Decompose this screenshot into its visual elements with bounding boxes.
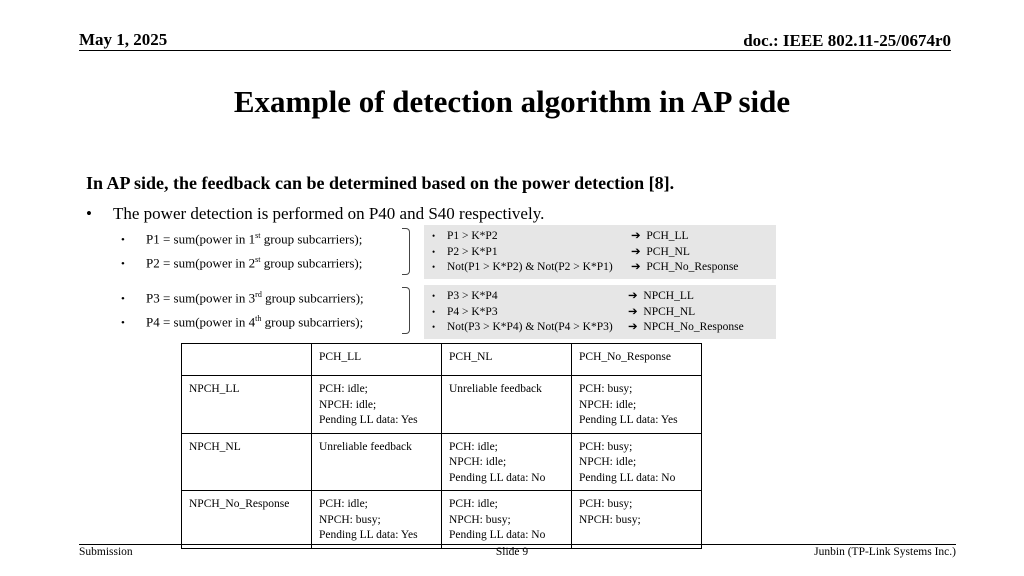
rule-result <box>631 245 690 261</box>
sub-bullet-sup: st <box>255 231 261 240</box>
decision-table <box>181 343 702 549</box>
bullet-dot: • <box>86 204 92 223</box>
rule-result <box>631 260 738 276</box>
rule-result <box>628 320 744 336</box>
npch-rule-row <box>432 305 776 321</box>
rule-condition: P3 > K*P4 <box>447 290 498 302</box>
sub-bullet-p2 <box>121 255 362 271</box>
bullet-dot: • <box>121 317 125 330</box>
header-doc-id: doc.: IEEE 802.11-25/0674r0 <box>743 31 951 50</box>
rule-result-label: NPCH_NL <box>643 305 696 318</box>
rule-condition: Not(P1 > K*P2) & Not(P2 > K*P1) <box>447 261 613 273</box>
rule-result <box>631 229 689 245</box>
sub-bullet-post: group subcarriers); <box>260 231 363 247</box>
sub-bullet-sup: rd <box>255 290 262 299</box>
table-row-label: NPCH_No_Response <box>182 491 312 549</box>
rule-result-label: NPCH_No_Response <box>643 321 744 333</box>
sub-bullet-post: group subcarriers); <box>261 290 364 306</box>
table-cell: PCH: busy; NPCH: idle; Pending LL data: No <box>572 433 702 491</box>
rule-result <box>628 305 695 321</box>
sub-bullet-pre: P4 = sum(power in 4 <box>146 314 256 330</box>
sub-bullet-pre: P2 = sum(power in 2 <box>146 255 256 271</box>
intro-text: In AP side, the feedback can be determined based on the power detection [8]. <box>86 173 675 193</box>
bullet-text: The power detection is performed on P40 and S40 respectively. <box>113 204 545 223</box>
table-cell: PCH: idle; NPCH: busy; Pending LL data: No <box>442 491 572 549</box>
footer-slide-number: Slide 9 <box>495 546 529 558</box>
table-header-cell: PCH_No_Response <box>572 344 702 376</box>
table-row <box>182 433 702 491</box>
rule-result-label: PCH_NL <box>646 245 690 258</box>
bullet-dot: • <box>432 231 436 241</box>
rule-result-label: PCH_No_Response <box>646 261 739 273</box>
table-row-label: NPCH_LL <box>182 376 312 434</box>
bullet-dot: • <box>121 234 125 247</box>
sub-bullet-sup: th <box>255 314 262 323</box>
bullet-dot: • <box>432 291 436 301</box>
rule-condition: Not(P3 > K*P4) & Not(P4 > K*P3) <box>447 321 613 333</box>
table-cell: Unreliable feedback <box>312 433 442 491</box>
npch-rules-box <box>424 285 776 339</box>
arrow-icon: ➔ <box>628 305 638 318</box>
header-date: May 1, 2025 <box>79 30 168 49</box>
table-row <box>182 376 702 434</box>
rule-result-label: NPCH_LL <box>643 290 694 302</box>
pch-rule-row <box>432 229 776 245</box>
table-row-label: NPCH_NL <box>182 433 312 491</box>
table-cell: PCH: idle; NPCH: idle; Pending LL data: No <box>442 433 572 491</box>
npch-rule-row <box>432 320 776 336</box>
sub-bullet-p4 <box>121 314 363 330</box>
bullet-dot: • <box>432 262 436 272</box>
header-divider <box>79 50 951 51</box>
bullet-dot: • <box>432 322 436 332</box>
rule-condition: P1 > K*P2 <box>447 230 498 242</box>
sub-bullet-p3 <box>121 290 364 306</box>
table-cell: PCH: busy; NPCH: busy; <box>572 491 702 549</box>
table-cell: PCH: idle; NPCH: idle; Pending LL data: Yes <box>312 376 442 434</box>
pch-rule-row <box>432 245 776 261</box>
table-header-cell: PCH_LL <box>312 344 442 376</box>
table-header-cell <box>182 344 312 376</box>
footer-submission: Submission <box>79 546 133 558</box>
rule-condition: P2 > K*P1 <box>447 245 498 258</box>
footer-divider <box>79 544 956 545</box>
rule-condition: P4 > K*P3 <box>447 305 498 318</box>
sub-bullet-p1 <box>121 231 362 247</box>
bullet-dot: • <box>432 246 436 257</box>
rule-result-label: PCH_LL <box>646 230 689 242</box>
bullet-dot: • <box>121 293 125 306</box>
sub-bullet-post: group subcarriers); <box>260 255 363 271</box>
arrow-icon: ➔ <box>631 230 641 242</box>
arrow-icon: ➔ <box>628 290 638 302</box>
rule-result <box>628 289 694 305</box>
sub-bullet-sup: st <box>255 255 261 264</box>
sub-bullet-pre: P3 = sum(power in 3 <box>146 290 256 306</box>
pch-rules-box <box>424 225 776 279</box>
bullet-dot: • <box>432 306 436 317</box>
brace-pch <box>402 228 410 275</box>
table-header-row <box>182 344 702 376</box>
table-header-cell: PCH_NL <box>442 344 572 376</box>
table-cell: PCH: idle; NPCH: busy; Pending LL data: Yes <box>312 491 442 549</box>
slide-title: Example of detection algorithm in AP side <box>233 84 791 119</box>
table-cell: PCH: busy; NPCH: idle; Pending LL data: Yes <box>572 376 702 434</box>
arrow-icon: ➔ <box>631 245 641 258</box>
arrow-icon: ➔ <box>628 321 638 333</box>
sub-bullet-post: group subcarriers); <box>261 314 364 330</box>
bullet-power-detection <box>86 204 544 224</box>
pch-rule-row <box>432 260 776 276</box>
brace-npch <box>402 287 410 334</box>
table-cell: Unreliable feedback <box>442 376 572 434</box>
footer-author: Junbin (TP-Link Systems Inc.) <box>814 546 956 558</box>
npch-rule-row <box>432 289 776 305</box>
bullet-dot: • <box>121 258 125 271</box>
arrow-icon: ➔ <box>631 261 641 273</box>
sub-bullet-pre: P1 = sum(power in 1 <box>146 231 256 247</box>
table-row <box>182 491 702 549</box>
